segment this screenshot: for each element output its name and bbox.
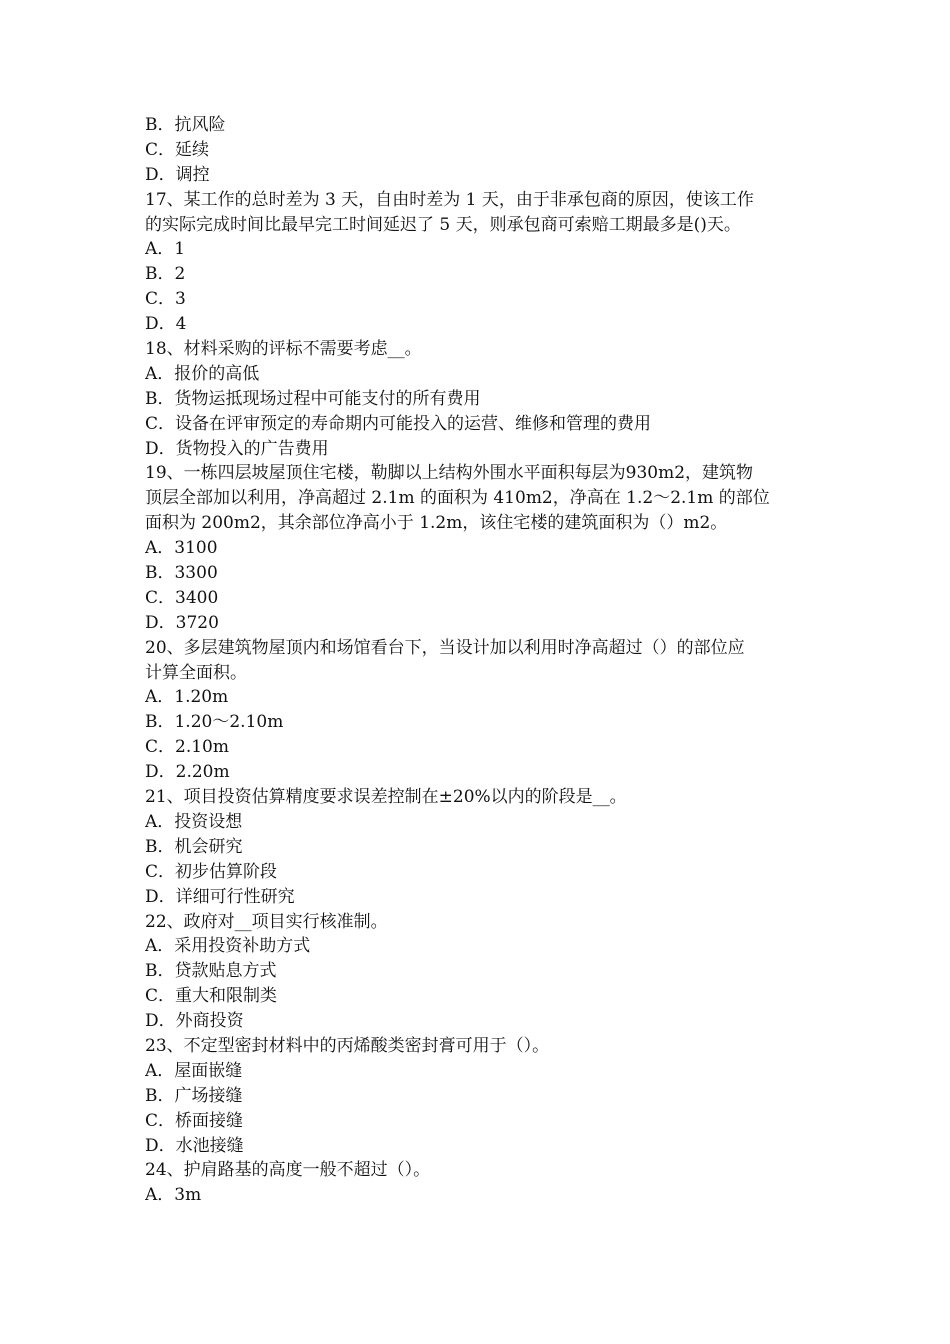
question-text-line: 21、项目投资估算精度要求误差控制在±20%以内的阶段是__。	[145, 787, 627, 808]
answer-option: D．调控	[145, 164, 210, 185]
answer-option: B．3300	[145, 563, 218, 584]
answer-option: A．报价的高低	[145, 363, 260, 384]
answer-option: C．延续	[145, 139, 210, 160]
answer-option: D．2.20m	[145, 762, 230, 783]
answer-option: C．2.10m	[145, 737, 229, 758]
answer-option: C．设备在评审预定的寿命期内可能投入的运营、维修和管理的费用	[145, 413, 652, 434]
document-page	[145, 113, 810, 1208]
answer-option: D．3720	[145, 612, 219, 633]
answer-option: B．1.20～2.10m	[145, 712, 284, 733]
answer-option: C．桥面接缝	[145, 1110, 244, 1131]
answer-option: B．机会研究	[145, 836, 243, 857]
answer-option: B．贷款贴息方式	[145, 961, 277, 982]
answer-option: C．重大和限制类	[145, 986, 278, 1007]
answer-option: A．采用投资补助方式	[145, 936, 311, 957]
answer-option: B．抗风险	[145, 115, 226, 135]
answer-option: A．3m	[145, 1185, 202, 1206]
answer-option: D．水池接缝	[145, 1135, 244, 1156]
answer-option: D．4	[145, 314, 187, 335]
answer-option: A．1	[145, 239, 186, 260]
answer-option: C．3	[145, 289, 186, 310]
answer-option: B．广场接缝	[145, 1085, 243, 1106]
answer-option: A．3100	[145, 538, 218, 559]
answer-option: A．1.20m	[145, 687, 229, 708]
answer-option: C．3400	[145, 587, 219, 608]
answer-option: B．2	[145, 264, 186, 285]
question-text-line: 24、护肩路基的高度一般不超过（）。	[145, 1160, 431, 1181]
question-text-line: 17、某工作的总时差为 3 天，自由时差为 1 天，由于非承包商的原因，使该工作	[145, 189, 754, 210]
answer-option: D．外商投资	[145, 1011, 244, 1032]
answer-option: D．货物投入的广告费用	[145, 438, 329, 459]
question-text-line: 19、一栋四层坡屋顶住宅楼，勒脚以上结构外围水平面积每层为930m2，建筑物	[145, 463, 754, 484]
question-text-line: 面积为 200m2，其余部位净高小于 1.2m，该住宅楼的建筑面积为（）m2。	[145, 513, 728, 534]
answer-option: D．详细可行性研究	[145, 886, 295, 907]
question-text-line: 20、多层建筑物屋顶内和场馆看台下，当设计加以利用时净高超过（）的部位应	[145, 637, 745, 658]
question-text-line: 23、不定型密封材料中的丙烯酸类密封膏可用于（）。	[145, 1035, 550, 1056]
answer-option: B．货物运抵现场过程中可能支付的所有费用	[145, 388, 481, 409]
answer-option: C．初步估算阶段	[145, 861, 278, 882]
question-text-line: 22、政府对__项目实行核准制。	[145, 911, 388, 932]
question-text-line: 的实际完成时间比最早完工时间延迟了 5 天，则承包商可索赔工期最多是()天。	[145, 214, 741, 235]
question-text-line: 顶层全部加以利用，净高超过 2.1m 的面积为 410m2，净高在 1.2～2.1m 的部位	[145, 488, 770, 509]
answer-option: A．屋面嵌缝	[145, 1060, 243, 1081]
question-text-line: 计算全面积。	[145, 662, 247, 683]
answer-option: A．投资设想	[145, 811, 243, 832]
question-text-line: 18、材料采购的评标不需要考虑__。	[145, 339, 422, 360]
